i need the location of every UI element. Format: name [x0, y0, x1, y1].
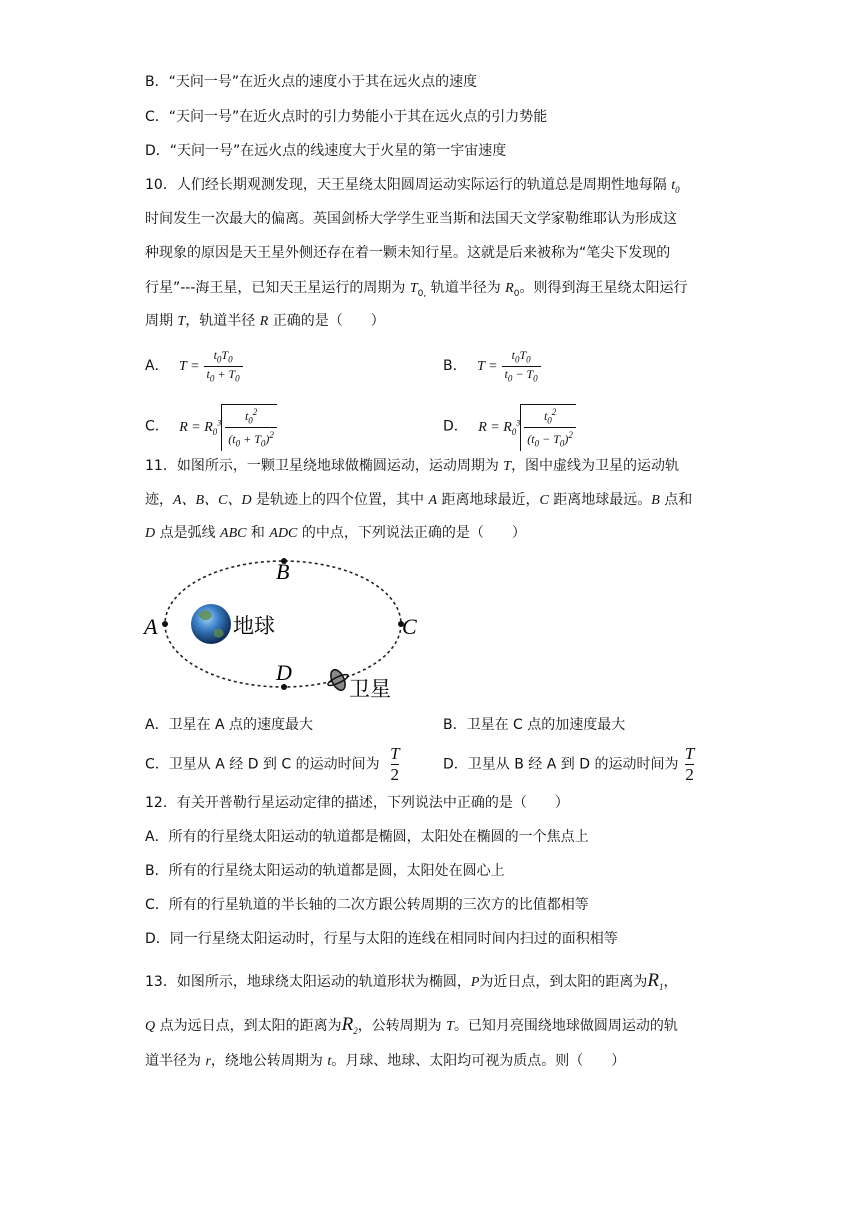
- q9-option-c: C．“天问一号”在近火点时的引力势能小于其在远火点的引力势能: [145, 109, 548, 125]
- earth-icon: [191, 604, 231, 644]
- q10-stem-line-2: 时间发生一次最大的偏离。英国剑桥大学学生亚当斯和法国天文学家勒维耶认为形成这: [145, 211, 677, 227]
- q10-formula-c: $R = R_0^3$ $\frac{t_0^2}{(t_0 + T_0)^2}$: [179, 420, 277, 435]
- q10-formula-b: T = $\frac{t_0T_0}{t_0 - T_0}$: [477, 359, 541, 374]
- q11-option-a: A．卫星在 A 点的速度最大: [145, 717, 314, 733]
- label-a: A: [144, 614, 158, 639]
- q13-stem-line-3: 道半径为 r，绕地公转周期为 t。月球、地球、太阳均可视为质点。则（ ）: [145, 1053, 626, 1069]
- q9-option-b: B．“天问一号”在近火点的速度小于其在远火点的速度: [145, 74, 478, 90]
- q11-frac-d: $\frac{T}{2}$: [684, 744, 695, 784]
- q11-option-d: D．卫星从 B 经 A 到 D 的运动时间为 $\frac{T}{2}$: [443, 744, 695, 784]
- q10-option-c: C． $R = R_0^3$ $\frac{t_0^2}{(t_0 + T_0)^2}$: [145, 404, 271, 451]
- q11-stem-line-3: D 点是弧线 ABC 和 ADC 的中点，下列说法正确的是（ ）: [145, 525, 526, 541]
- q11-option-b: B．卫星在 C 点的加速度最大: [443, 717, 626, 733]
- q10-stem-line-4: 行星”---海王星，已知天王星运行的周期为 $T_{0,}$ 轨道半径为 $R_0$。则得到海王星绕太阳运行: [145, 280, 688, 299]
- label-c: C: [402, 614, 417, 639]
- point-a-dot: [162, 621, 168, 627]
- earth-label: 地球: [233, 614, 275, 638]
- q11-orbit-figure: [140, 552, 440, 702]
- q10-stem-line-5: 周期 T，轨道半径 R 正确的是（ ）: [145, 313, 385, 329]
- label-b: B: [276, 559, 290, 584]
- q12-option-b: B．所有的行星绕太阳运动的轨道都是圆，太阳处在圆心上: [145, 863, 505, 879]
- q13-stem-line-2: Q 点为远日点，到太阳的距离为$R_2$，公转周期为 T。已知月亮围绕地球做圆周运动的轨: [145, 1014, 678, 1036]
- q11-stem-line-2: 迹，A、B、C、D 是轨迹上的四个位置，其中 A 距离地球最近，C 距离地球最远。B 点和: [145, 492, 693, 508]
- satellite-label: 卫星: [349, 677, 391, 701]
- q10-formula-a: T = $\frac{t_0T_0}{t_0 + T_0}$: [179, 359, 243, 374]
- q10-option-d: D． $R = R_0^3$ $\frac{t_0^2}{(t_0 - T_0)^2}$: [443, 404, 570, 451]
- q10-option-b: B． T = $\frac{t_0T_0}{t_0 - T_0}$: [443, 348, 535, 386]
- q12-option-a: A．所有的行星绕太阳运动的轨道都是椭圆，太阳处在椭圆的一个焦点上: [145, 829, 589, 845]
- q11-option-c: C．卫星从 A 经 D 到 C 的运动时间为 $\frac{T}{2}$: [145, 744, 400, 784]
- q11-stem-line-1: 11．如图所示，一颗卫星绕地球做椭圆运动，运动周期为 T，图中虚线为卫星的运动轨: [145, 458, 680, 474]
- q10-option-a: A． T = $\frac{t_0T_0}{t_0 + T_0}$: [145, 348, 237, 386]
- q10-stem-line-3: 种现象的原因是天王星外侧还存在着一颗未知行星。这就是后来被称为“笔尖下发现的: [145, 245, 671, 261]
- q12-option-c: C．所有的行星轨道的半长轴的二次方跟公转周期的三次方的比值都相等: [145, 897, 589, 913]
- q12-stem: 12．有关开普勒行星运动定律的描述，下列说法中正确的是（ ）: [145, 795, 569, 811]
- label-d: D: [276, 660, 292, 685]
- q11-frac-c: $\frac{T}{2}$: [390, 744, 400, 784]
- q13-stem-line-1: 13．如图所示，地球绕太阳运动的轨道形状为椭圆，P为近日点，到太阳的距离为$R_1$，: [145, 970, 678, 992]
- q9-option-d: D．“天问一号”在远火点的线速度大于火星的第一宇宙速度: [145, 143, 507, 159]
- q10-formula-d: $R = R_0^3$ $\frac{t_0^2}{(t_0 - T_0)^2}$: [478, 420, 576, 435]
- q10-stem-line-1: 10．人们经长期观测发现，天王星绕太阳圆周运动实际运行的轨道总是周期性地每隔 $t_0$: [145, 177, 680, 195]
- q12-option-d: D．同一行星绕太阳运动时，行星与太阳的连线在相同时间内扫过的面积相等: [145, 931, 618, 947]
